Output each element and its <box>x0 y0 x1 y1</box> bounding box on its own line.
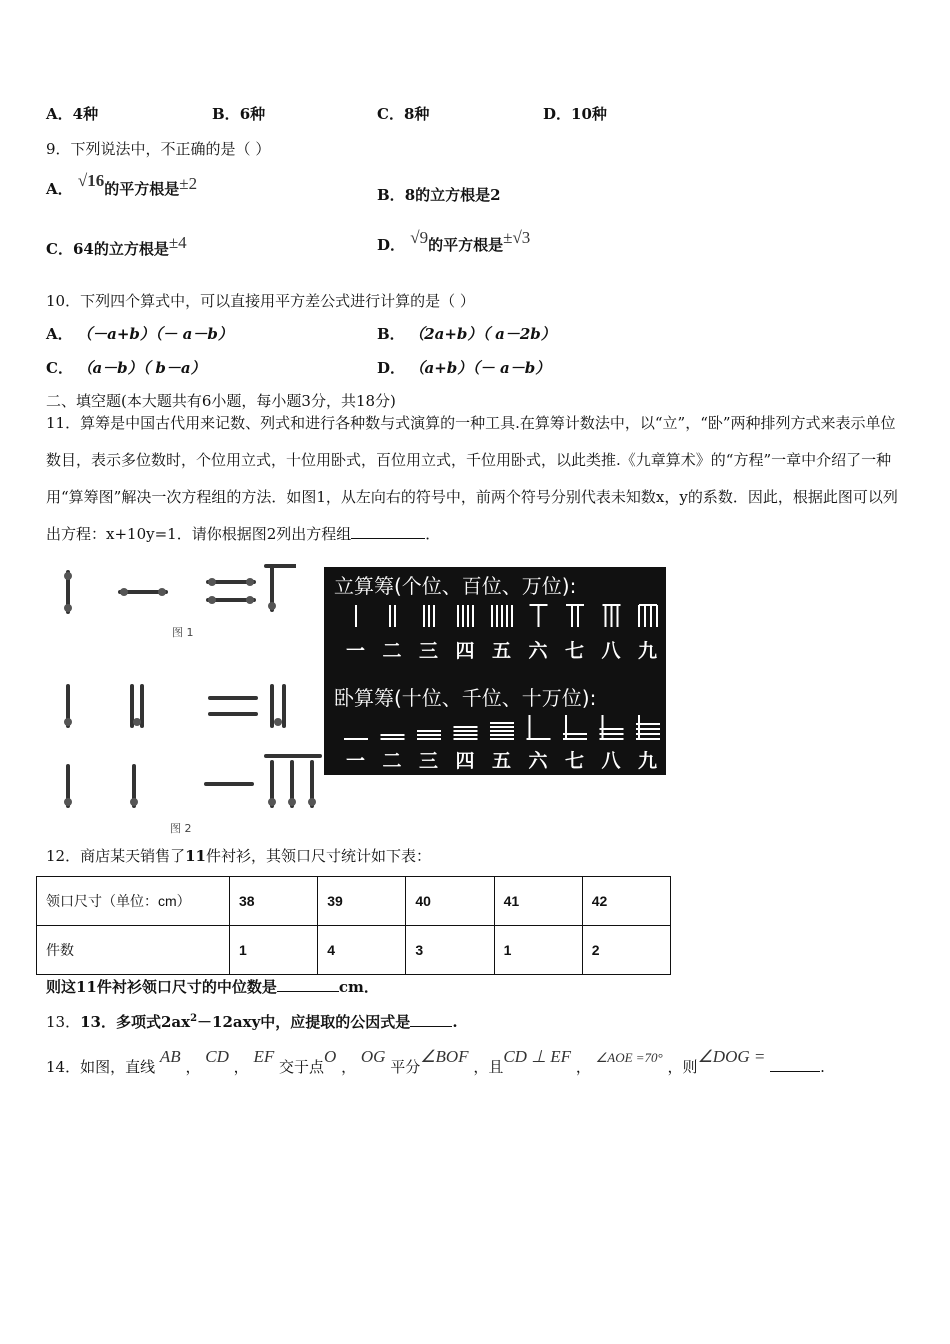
q10-option-c: C． （a－b）（ b－a） <box>46 359 206 377</box>
counting-rods-reference <box>324 567 666 775</box>
table-cell: 3 <box>406 926 494 975</box>
vertical-rods-title: 立算筹(个位、百位、万位): <box>334 574 577 598</box>
table-cell: 1 <box>230 926 318 975</box>
q12-stem: 12．商店某天销售了11件衬衫，其领口尺寸统计如下表： <box>46 847 431 865</box>
table-row <box>37 877 671 926</box>
section-heading: 二、填空题(本大题共有6小题，每小题3分，共18分) <box>46 392 396 410</box>
numeral-label: 八 <box>601 640 621 662</box>
table-cell: 1 <box>494 926 582 975</box>
numeral-label: 五 <box>492 750 512 772</box>
q10-option-b: B． （2a+b）（ a－2b） <box>377 325 556 343</box>
numeral-label: 七 <box>565 750 585 772</box>
table-cell: 41 <box>494 877 582 926</box>
figure-1-caption: 图 1 <box>172 626 194 639</box>
numeral-label: 二 <box>382 640 402 662</box>
figure-2 <box>40 672 325 837</box>
q11-text: 11．算筹是中国古代用来记数、列式和进行各种数与式演算的一种工具.在算筹计数法中，以“立”，“卧”两种排列方式来表示单位数目，表示多位数时，个位用立式，十位用卧式，百位用立式，千位用卧式，以此类推.《九章算术》的“方程”一章中介绍了一种用“算筹图”解决一次方程组的方法．如图1，从左向右的符号中，前两个符号分别代表未知数x，y的系数．因此，根据此图可以列出方程：x+10y=1．请你根据图2列出方程组 ． <box>46 414 898 543</box>
q12-answer-blank[interactable] <box>277 991 339 992</box>
q11-answer-blank[interactable] <box>351 538 425 539</box>
numeral-label: 九 <box>638 750 658 772</box>
numeral-label: 三 <box>419 640 439 662</box>
numeral-label: 四 <box>455 640 475 662</box>
q8-option-c: C．8种 <box>377 105 430 123</box>
numeral-label: 六 <box>528 640 548 662</box>
table-cell: 38 <box>230 877 318 926</box>
table-cell: 4 <box>318 926 406 975</box>
numeral-label: 一 <box>346 750 366 772</box>
collar-size-table <box>36 876 671 975</box>
q10-option-d: D． （a+b）（－ a－b） <box>377 359 551 377</box>
numeral-label: 二 <box>382 750 402 772</box>
numeral-label: 五 <box>492 640 512 662</box>
q10-option-a: A． （－a+b）（－ a－b） <box>46 325 233 343</box>
q14-line: 14．如图，直线 AB ， CD ， EF 交于点O ， OG 平分∠BOF ，且CD ⊥ EF ， ∠AOE =70° ，则∠DOG = . <box>46 1047 825 1076</box>
q12-answer-line: 则这11件衬衫领口尺寸的中位数是 cm． <box>46 978 379 996</box>
table-cell: 39 <box>318 877 406 926</box>
q8-option-d: D．10种 <box>543 105 607 123</box>
q13-line: 13．13．多项式$2ax^2-12axy$中，应提取的公因式是 . <box>46 1013 458 1031</box>
q8-option-b: B．6种 <box>212 105 266 123</box>
q13-answer-blank[interactable] <box>410 1026 452 1027</box>
figure-2-rods <box>40 672 325 837</box>
numeral-label: 三 <box>419 750 439 772</box>
q8-option-a: A．4种 <box>46 105 99 123</box>
q9-stem: 9．下列说法中，不正确的是（ ） <box>46 140 271 158</box>
figure-1-rods <box>40 562 296 646</box>
table-cell: 2 <box>582 926 670 975</box>
q9-option-c: C．64的立方根是±4 <box>46 233 187 258</box>
figure-2-caption: 图 2 <box>170 822 192 835</box>
figure-1 <box>40 562 296 646</box>
counting-rods-chart <box>324 567 666 775</box>
q9-option-a: A． √16的平方根是±2 <box>46 171 198 198</box>
q10-stem: 10．下列四个算式中，可以直接用平方差公式进行计算的是（ ） <box>46 292 475 310</box>
numeral-label: 一 <box>346 640 366 662</box>
q9-option-d: D． √9的平方根是±√3 <box>377 228 531 254</box>
table-header-count: 件数 <box>37 926 230 975</box>
numeral-label: 四 <box>455 750 475 772</box>
q14-answer-blank[interactable] <box>770 1071 820 1072</box>
numeral-label: 七 <box>565 640 585 662</box>
horizontal-rods-title: 卧算筹(十位、千位、十万位): <box>334 686 597 710</box>
numeral-label: 八 <box>601 750 621 772</box>
q9-option-b: B．8的立方根是2 <box>377 186 501 204</box>
table-cell: 42 <box>582 877 670 926</box>
numeral-label: 六 <box>528 750 548 772</box>
numeral-label: 九 <box>638 640 658 662</box>
table-row <box>37 926 671 975</box>
table-header-size: 领口尺寸（单位：cm） <box>37 877 230 926</box>
table-cell: 40 <box>406 877 494 926</box>
